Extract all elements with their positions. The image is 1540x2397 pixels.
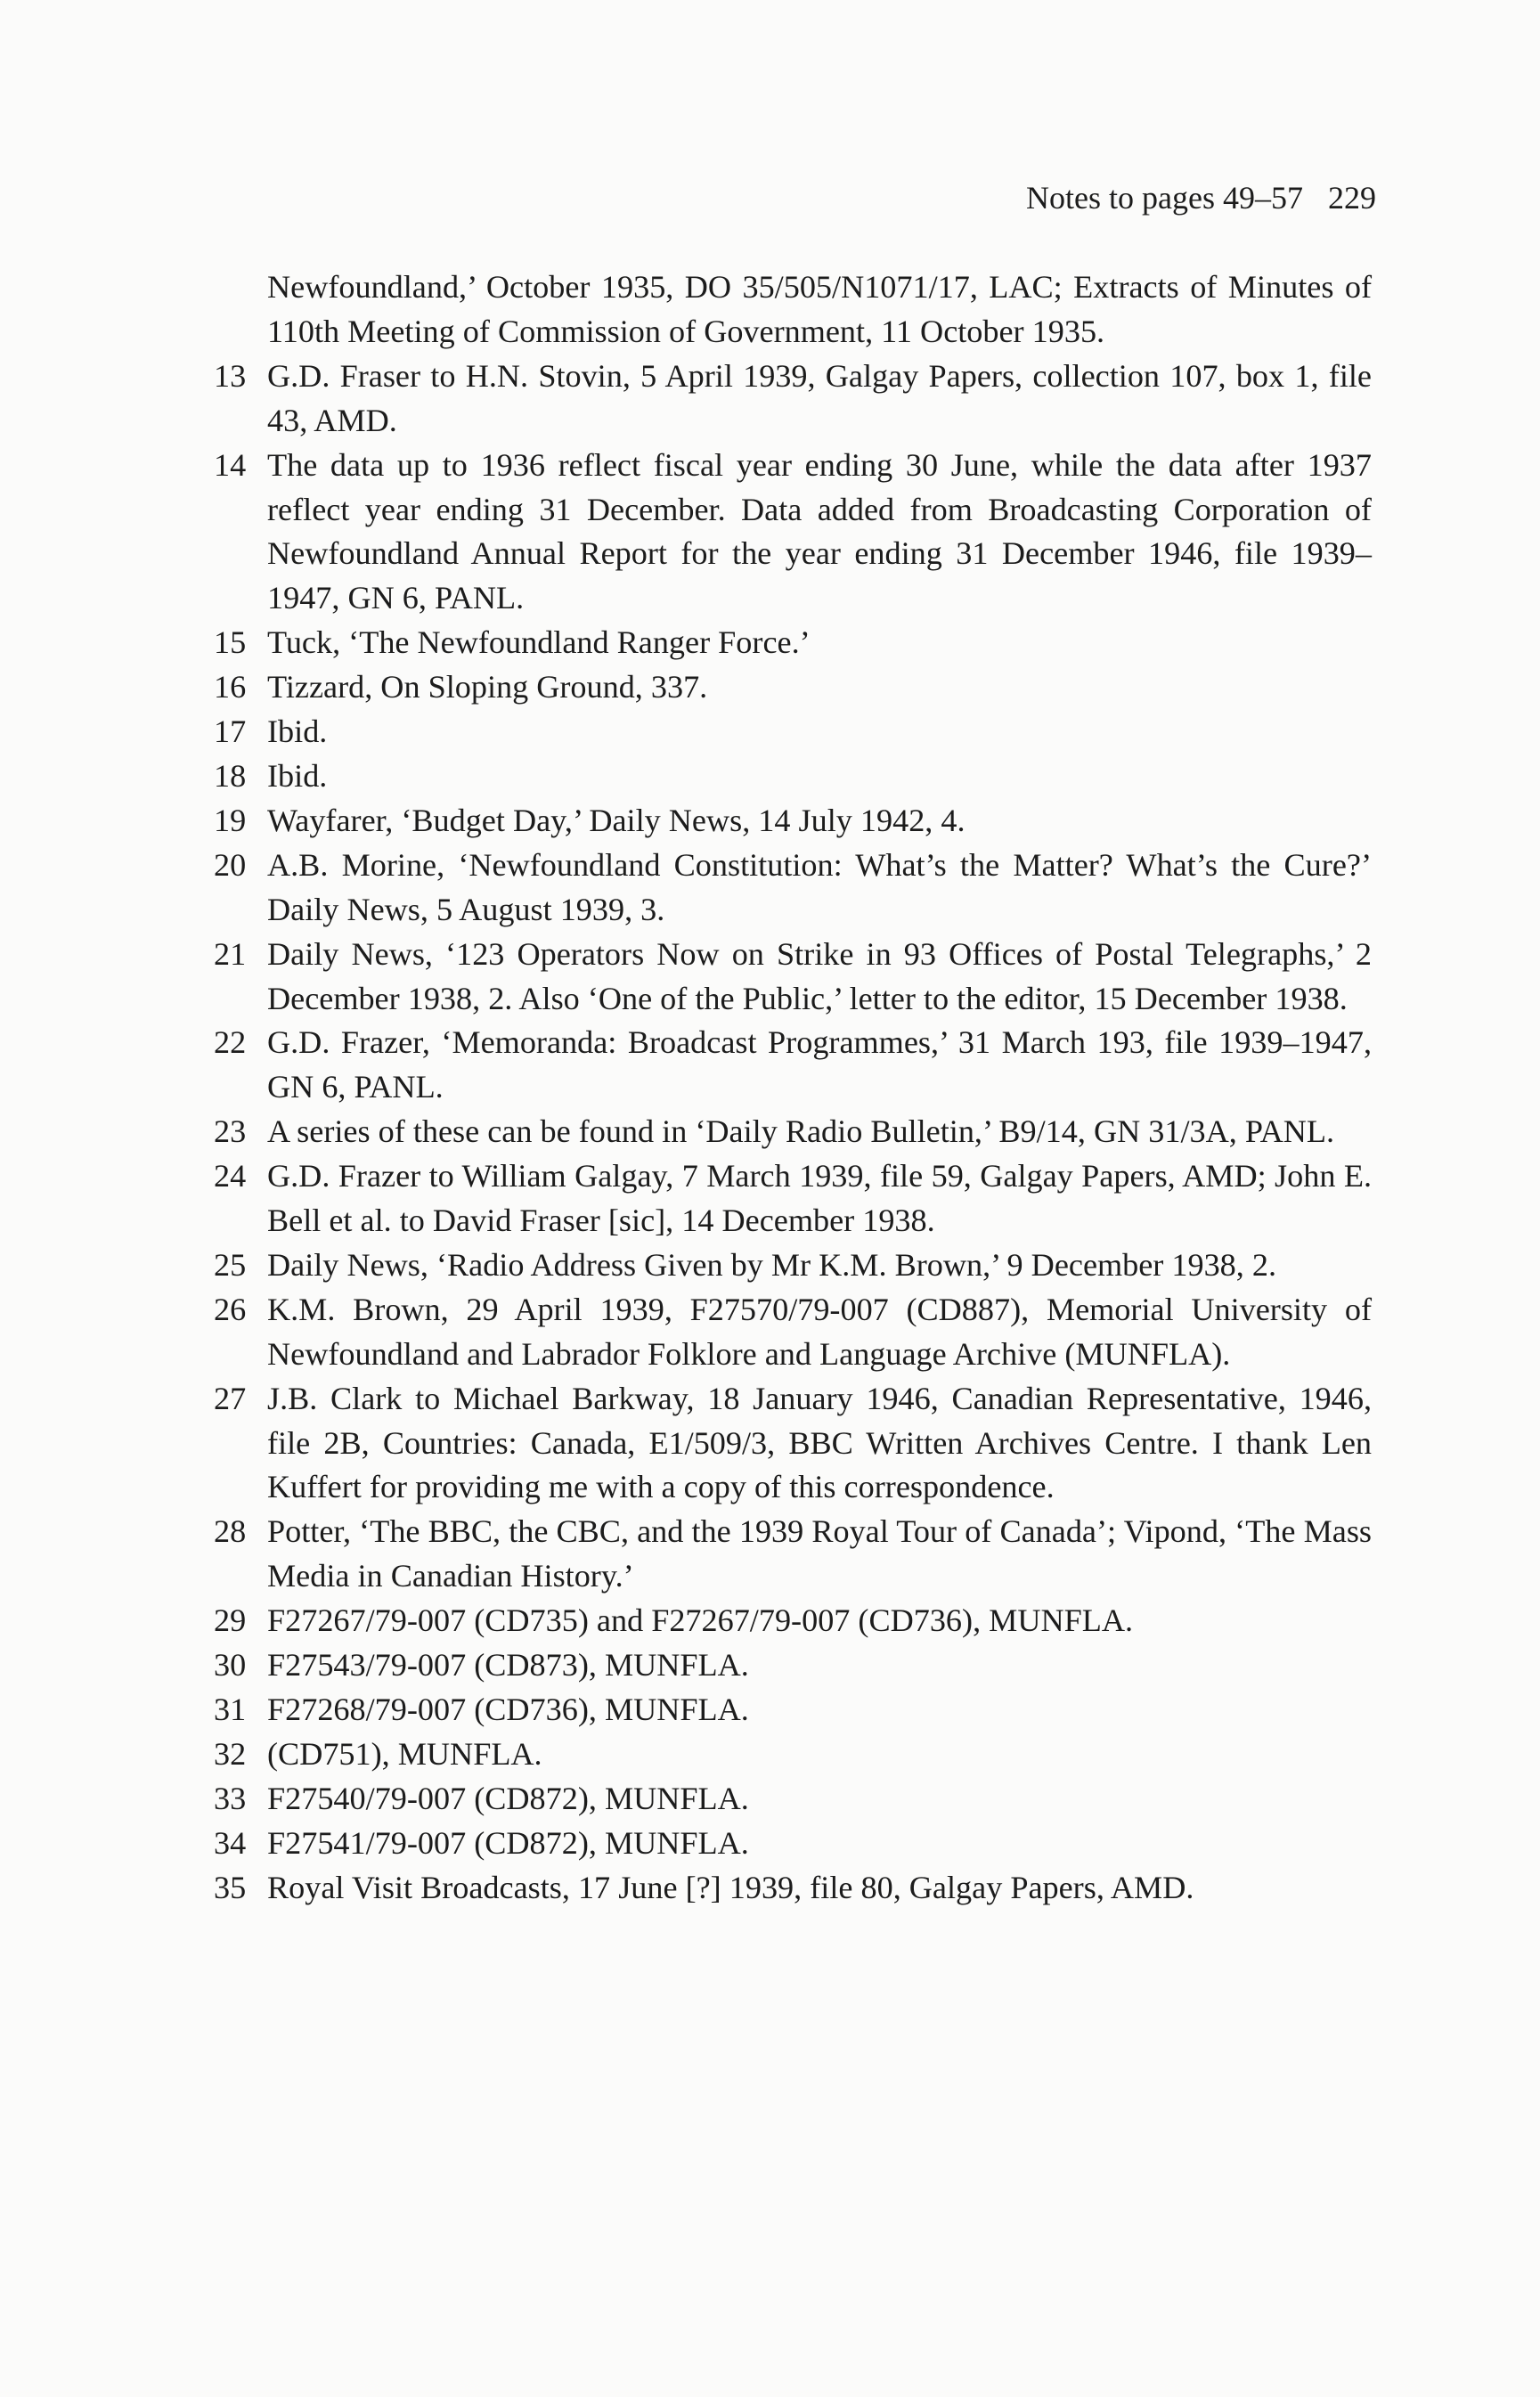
endnote-text: F27267/79-007 (CD735) and F27267/79-007 (CD736), MUNFLA. [267, 1602, 1134, 1639]
endnote [0, 799, 1372, 844]
endnote-number: 20 [214, 846, 247, 883]
endnote [0, 710, 1372, 754]
endnote-number: 14 [214, 446, 247, 483]
endnote [0, 844, 1372, 933]
endnote-continuation [0, 265, 1372, 355]
endnote-text: Daily News, ‘123 Operators Now on Strike in 93 Offices of Postal Telegraphs,’ 2 December 1938, 2. Also ‘One of the Public,’ letter to the editor, 15 December 1938. [267, 935, 1372, 1016]
endnote-text: Ibid. [267, 757, 328, 794]
endnote-text: Potter, ‘The BBC, the CBC, and the 1939 Royal Tour of Canada’; Vipond, ‘The Mass Media in Canadian History.’ [267, 1513, 1372, 1594]
endnote-number: 23 [214, 1113, 247, 1150]
endnote-text: G.D. Frazer, ‘Memoranda: Broadcast Programmes,’ 31 March 193, file 1939–1947, GN 6, PANL. [267, 1024, 1372, 1105]
endnote-text: Tuck, ‘The Newfoundland Ranger Force.’ [267, 624, 811, 661]
running-title: Notes to pages 49–57 [1026, 180, 1303, 216]
endnote-text: F27540/79-007 (CD872), MUNFLA. [267, 1780, 749, 1816]
endnote-number: 25 [214, 1246, 247, 1283]
endnote-number: 31 [214, 1692, 247, 1727]
endnote [0, 1288, 1372, 1377]
endnote [0, 621, 1372, 665]
endnote-text: The data up to 1936 reflect fiscal year ending 30 June, while the data after 1937 reflect year ending 31 December. Data added from Broadcasting Corporation of Newfoundland Annual Report for the year ending 31 December 1946, file 1939–1947, GN 6, PANL. [267, 446, 1372, 616]
endnote-number: 33 [214, 1780, 247, 1816]
endnote-number: 22 [214, 1024, 247, 1061]
endnote-text: (CD751), MUNFLA. [267, 1735, 542, 1772]
endnote [0, 1377, 1372, 1511]
endnote-number: 17 [214, 713, 247, 750]
endnote-number: 32 [214, 1735, 247, 1772]
endnote-number: 35 [214, 1869, 247, 1905]
endnote [0, 1154, 1372, 1243]
endnote-number: 15 [214, 624, 247, 661]
endnote-number: 29 [214, 1602, 247, 1639]
endnote [0, 1777, 1372, 1822]
endnote [0, 1243, 1372, 1288]
endnote-text: K.M. Brown, 29 April 1939, F27570/79-007 (CD887), Memorial University of Newfoundland and Labrador Folklore and Language Archive (MUNFLA). [267, 1291, 1372, 1372]
endnote-text: Daily News, ‘Radio Address Given by Mr K.M. Brown,’ 9 December 1938, 2. [267, 1246, 1277, 1283]
endnote-text: G.D. Frazer to William Galgay, 7 March 1939, file 59, Galgay Papers, AMD; John E. Bell et al. to David Fraser [sic], 14 December 1938. [267, 1158, 1372, 1239]
endnote-number: 26 [214, 1291, 247, 1327]
endnote-text: Ibid. [267, 713, 328, 750]
endnote [0, 1822, 1372, 1866]
endnote [0, 1866, 1372, 1911]
endnote-text: Royal Visit Broadcasts, 17 June [?] 1939, file 80, Galgay Papers, AMD. [267, 1869, 1194, 1905]
endnote-number: 24 [214, 1158, 247, 1194]
endnote-text: Tizzard, On Sloping Ground, 337. [267, 669, 708, 705]
page-number: 229 [1328, 180, 1376, 216]
endnote [0, 444, 1372, 622]
endnote [0, 1110, 1372, 1154]
endnote-number: 16 [214, 669, 247, 705]
endnote-text: G.D. Fraser to H.N. Stovin, 5 April 1939, Galgay Papers, collection 107, box 1, file 43, AMD. [267, 357, 1372, 438]
endnote-text: A series of these can be found in ‘Daily Radio Bulletin,’ B9/14, GN 31/3A, PANL. [267, 1113, 1335, 1150]
endnote [0, 1688, 1372, 1733]
endnote-number: 21 [214, 935, 247, 972]
endnote-number: 30 [214, 1647, 247, 1684]
endnote-text: Newfoundland,’ October 1935, DO 35/505/N1071/17, LAC; Extracts of Minutes of 110th Meeting of Commission of Government, 11 October 1935. [267, 269, 1372, 349]
endnote-text: A.B. Morine, ‘Newfoundland Constitution: What’s the Matter? What’s the Cure?’ Daily News, 5 August 1939, 3. [267, 846, 1372, 927]
endnote-text: Wayfarer, ‘Budget Day,’ Daily News, 14 July 1942, 4. [267, 802, 966, 838]
endnote [0, 355, 1372, 444]
endnote [0, 665, 1372, 710]
endnote-number: 18 [214, 757, 247, 794]
running-head [1026, 175, 1376, 220]
endnote [0, 1510, 1372, 1599]
endnote-number: 34 [214, 1824, 247, 1861]
endnote-text: J.B. Clark to Michael Barkway, 18 January 1946, Canadian Representative, 1946, file 2B, Countries: Canada, E1/509/3, BBC Written Archives Centre. I thank Len Kuffert for providing me with a copy of this correspondence. [267, 1380, 1372, 1505]
endnote [0, 754, 1372, 799]
endnotes-list [0, 265, 1540, 1911]
endnote [0, 1599, 1372, 1643]
endnote-text: F27543/79-007 (CD873), MUNFLA. [267, 1647, 749, 1684]
endnote [0, 1021, 1372, 1110]
endnote [0, 1643, 1372, 1688]
endnote-number: 27 [214, 1380, 247, 1416]
endnote [0, 933, 1372, 1022]
endnote-text: F27268/79-007 (CD736), MUNFLA. [267, 1692, 749, 1727]
endnote-number: 28 [214, 1513, 247, 1550]
endnote-text: F27541/79-007 (CD872), MUNFLA. [267, 1824, 749, 1861]
endnote-number: 13 [214, 357, 247, 394]
endnote-number: 19 [214, 802, 247, 838]
endnote [0, 1733, 1372, 1777]
